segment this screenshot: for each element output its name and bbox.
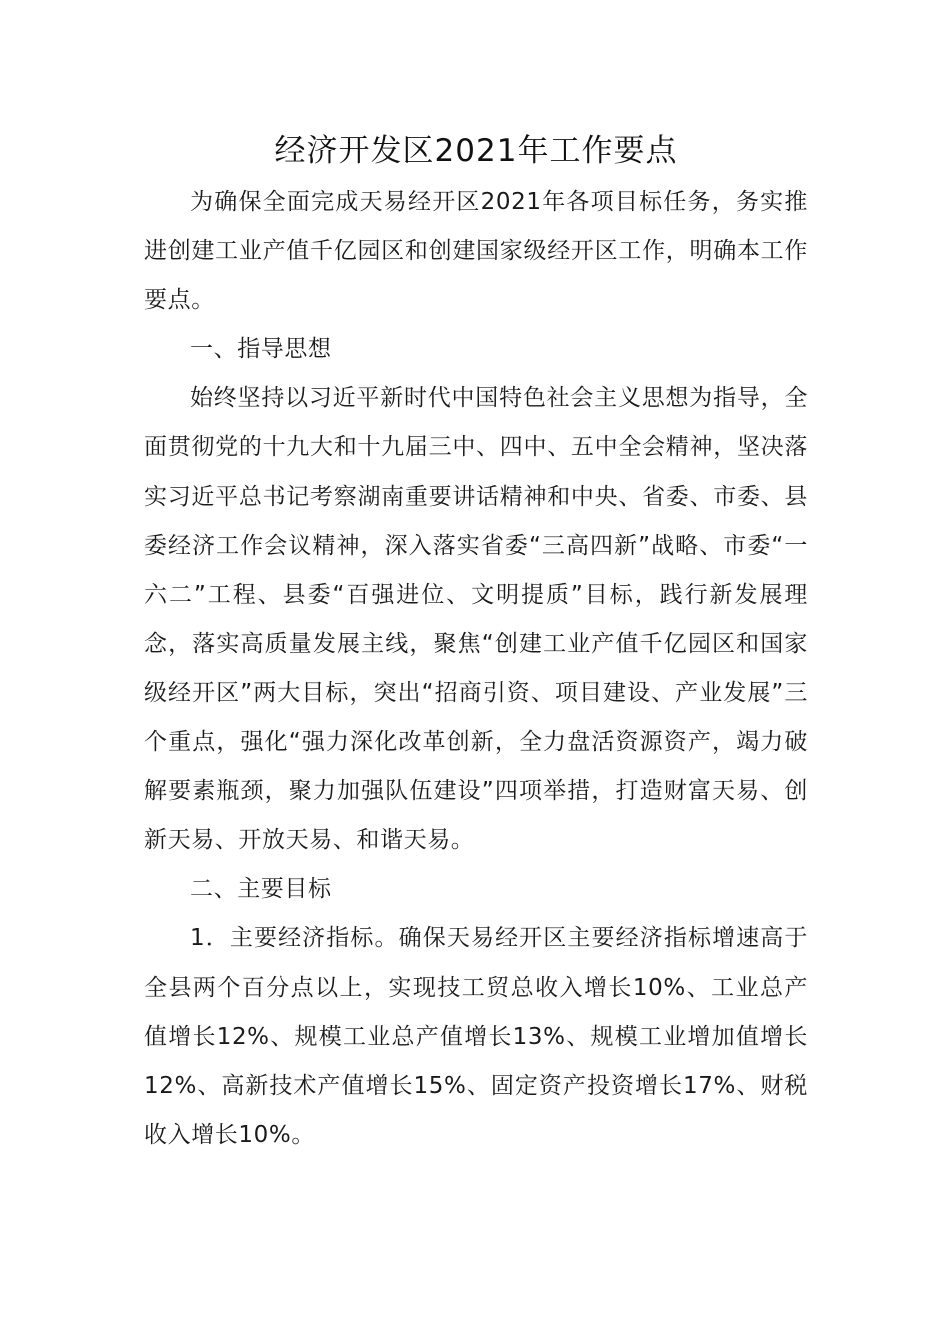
main-economic-indicators-paragraph: 1．主要经济指标。确保天易经开区主要经济指标增速高于全县两个百分点以上，实现技工贸总收入增长10%、工业总产值增长12%、规模工业总产值增长13%、规模工业增加值增长12%、高新技术产值增长15%、固定资产投资增长17%、财税收入增长10%。	[144, 925, 808, 1148]
intro-paragraph: 为确保全面完成天易经开区2021年各项目标任务，务实推进创建工业产值千亿园区和创建国家级经开区工作，明确本工作要点。	[144, 189, 808, 314]
guiding-ideology-paragraph: 始终坚持以习近平新时代中国特色社会主义思想为指导，全面贯彻党的十九大和十九届三中、四中、五中全会精神，坚决落实习近平总书记考察湖南重要讲话精神和中央、省委、市委、县委经济工作会议精神，深入落实省委“三高四新”战略、市委“一六二”工程、县委“百强进位、文明提质”目标，践行新发展理念，落实高质量发展主线，聚焦“创建工业产值千亿园区和国家级经开区”两大目标，突出“招商引资、项目建设、产业发展”三个重点，强化“强力深化改革创新，全力盘活资源资产，竭力破解要素瓶颈，聚力加强队伍建设”四项举措，打造财富天易、创新天易、开放天易、和谐天易。	[144, 385, 808, 854]
section-heading-guiding-ideology: 一、指导思想	[190, 336, 332, 363]
section-heading-main-goals: 二、主要目标	[190, 876, 332, 903]
document-body	[144, 124, 808, 1160]
document-title: 经济开发区2021年工作要点	[274, 133, 678, 169]
